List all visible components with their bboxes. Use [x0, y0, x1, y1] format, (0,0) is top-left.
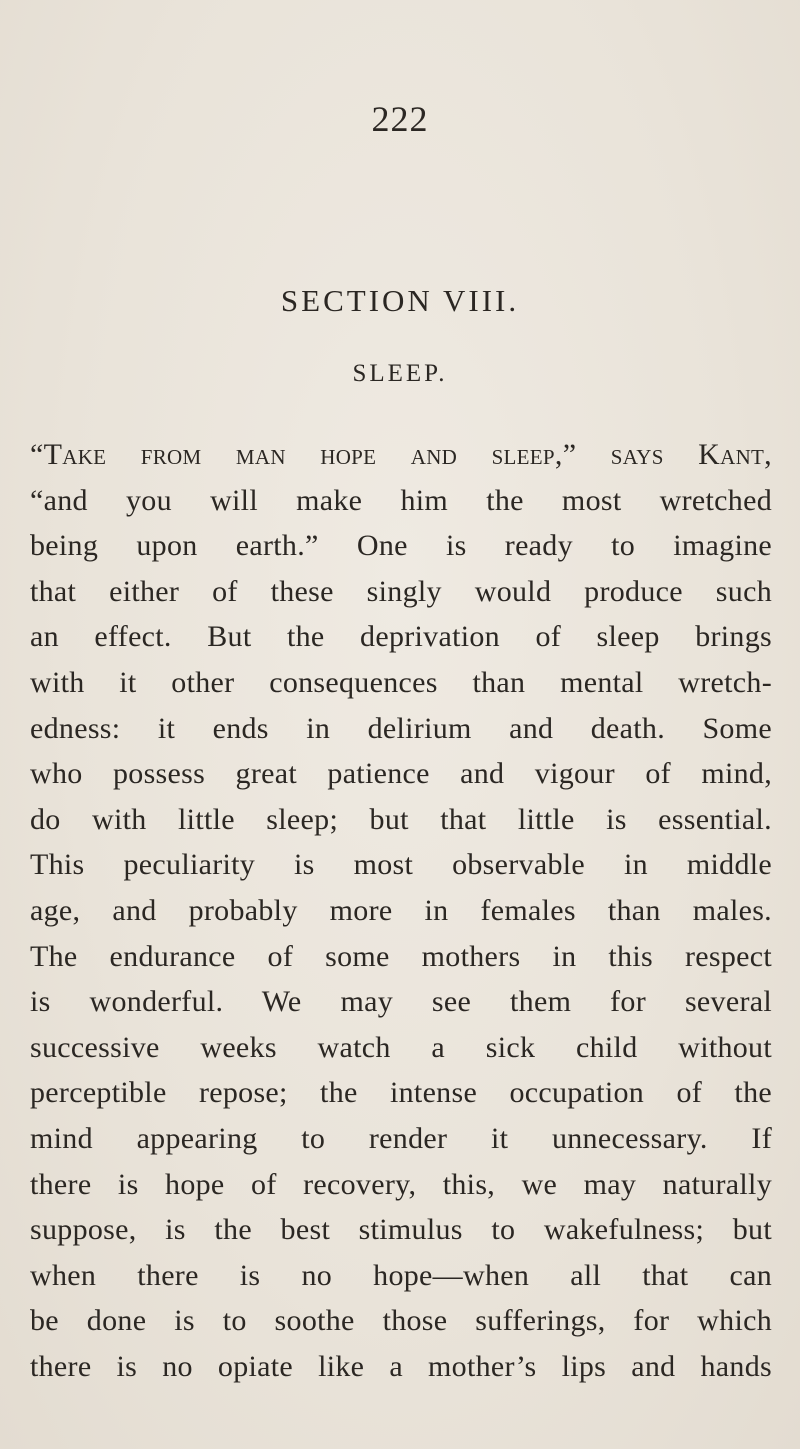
- text-line: age, and probably more in females than males.: [30, 893, 772, 927]
- text-line: The endurance of some mothers in this respect: [30, 939, 772, 973]
- text-line: with it other consequences than mental wretch-: [30, 665, 772, 699]
- text-line: is wonderful. We may see them for several: [30, 985, 772, 1019]
- text-line: an effect. But the deprivation of sleep brings: [30, 620, 772, 654]
- text-line: successive weeks watch a sick child without: [30, 1030, 772, 1064]
- text-line: there is no opiate like a mother’s lips and hands: [30, 1349, 772, 1383]
- text-line: edness: it ends in delirium and death. Some: [30, 711, 772, 745]
- text-line: “and you will make him the most wretched: [30, 483, 772, 517]
- text-line: do with little sleep; but that little is essential.: [30, 802, 772, 836]
- section-heading: SECTION VIII.: [280, 283, 520, 318]
- text-line: when there is no hope—when all that can: [30, 1258, 772, 1292]
- section-subtitle: SLEEP.: [352, 360, 448, 387]
- text-line: mind appearing to render it unnecessary. If: [30, 1121, 772, 1155]
- page-number: 222: [371, 99, 429, 139]
- text-line: This peculiarity is most observable in middle: [30, 848, 772, 882]
- text-line: perceptible repose; the intense occupation of the: [30, 1076, 772, 1110]
- text-line: there is hope of recovery, this, we may naturally: [30, 1167, 772, 1201]
- text-line: “Take from man hope and sleep,” says Kant,: [30, 438, 772, 471]
- body-paragraph: [30, 432, 772, 1389]
- text-line: being upon earth.” One is ready to imagine: [30, 529, 772, 563]
- text-line: that either of these singly would produce such: [30, 574, 772, 608]
- text-line: be done is to soothe those sufferings, for which: [30, 1304, 772, 1338]
- text-line: suppose, is the best stimulus to wakefulness; but: [30, 1213, 772, 1247]
- text-line: who possess great patience and vigour of mind,: [30, 757, 772, 791]
